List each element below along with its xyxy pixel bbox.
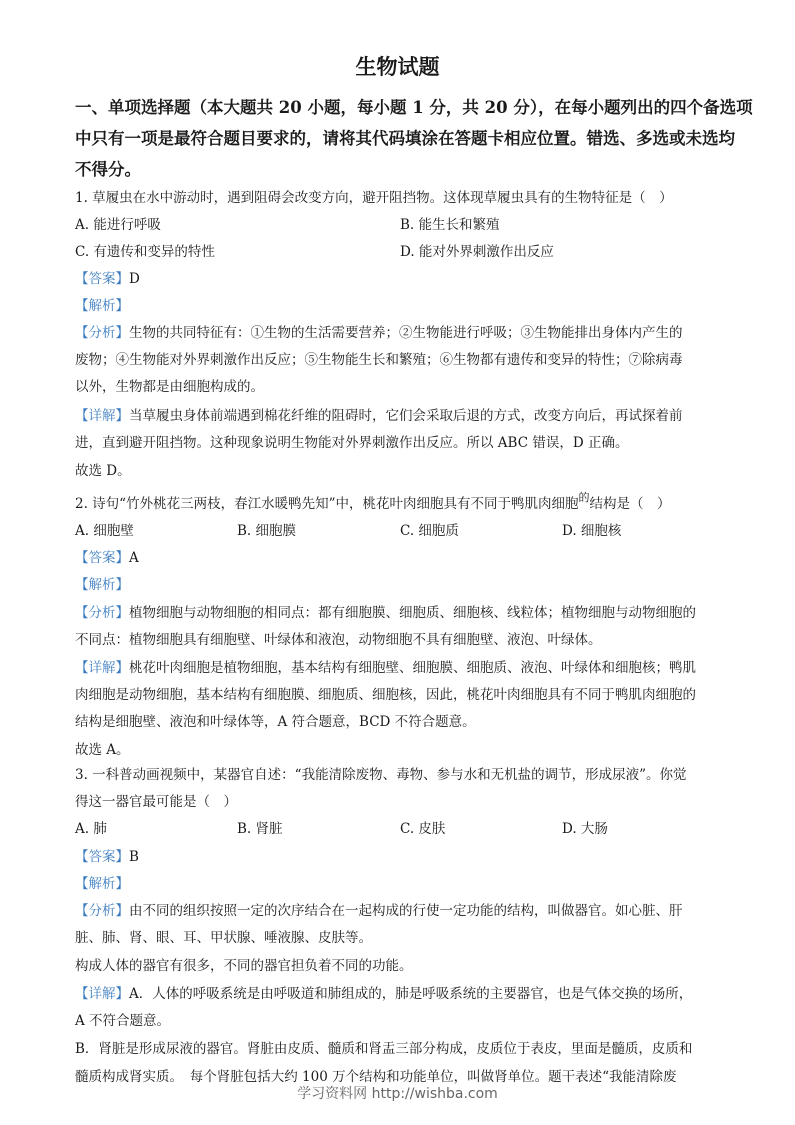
q1-jiexi-tag: 【解析】 (75, 298, 129, 314)
section-instructions-line-3: 不得分。 (75, 160, 141, 179)
q2-option-b: B. 细胞膜 (237, 523, 297, 539)
xiangjie-tag: 【详解】 (75, 660, 129, 676)
xiangjie-tag: 【详解】 (75, 408, 129, 424)
q1-answer-value: D (129, 271, 140, 287)
q3-xiangjie-line-3: B．肾脏是形成尿液的器官。肾脏由皮质、髓质和肾盂三部分构成，皮质位于表皮，里面是髓质，皮质和 (75, 1041, 693, 1057)
q2-stem (75, 491, 725, 518)
xiangjie-tag: 【详解】 (75, 986, 129, 1002)
q1-option-d: D. 能对外界刺激作出反应 (400, 244, 554, 260)
q3-option-a: A. 肺 (75, 821, 107, 837)
q3-answer-value: B (129, 849, 139, 865)
q3-fenxi-line-3: 构成人体的器官有很多，不同的器官担负着不同的功能。 (75, 958, 413, 974)
q2-conclusion: 故选 A。 (75, 742, 130, 758)
section-instructions-line-2: 中只有一项是最符合题目要求的，请将其代码填涂在答题卡相应位置。错选、多选或未选均 (75, 129, 735, 148)
q1-fenxi-line-2: 废物；④生物能对外界刺激作出反应；⑤生物能生长和繁殖；⑥生物都有遗传和变异的特性；⑦除病毒 (75, 352, 683, 368)
q1-xiangjie-line-1 (75, 403, 725, 429)
q2-answer-value: A (129, 550, 139, 566)
page-title: 生物试题 (355, 54, 440, 79)
q3-option-d: D. 大肠 (562, 821, 608, 837)
q3-option-c: C. 皮肤 (400, 821, 446, 837)
q3-xiangjie-line-2: A 不符合题意。 (75, 1013, 171, 1029)
q1-fenxi-text-1: 生物的共同特征有：①生物的生活需要营养；②生物能进行呼吸；③生物能排出身体内产生的 (129, 325, 683, 341)
q1-option-c: C. 有遗传和变异的特性 (75, 244, 215, 260)
q1-xiangjie-line-2: 进，直到避开阻挡物。这种现象说明生物能对外界刺激作出反应。所以 ABC 错误，D 正确。 (75, 435, 629, 451)
fenxi-tag: 【分析】 (75, 605, 129, 621)
q2-xiangjie-text-1: 桃花叶肉细胞是植物细胞，基本结构有细胞壁、细胞膜、细胞质、液泡、叶绿体和细胞核；鸭肌 (129, 660, 696, 676)
watermark-footer: 学习资料网 http://wishba.com (297, 1086, 498, 1102)
q2-option-d: D. 细胞核 (562, 523, 622, 539)
fenxi-tag: 【分析】 (75, 325, 129, 341)
q3-stem-line-1: 3. 一科普动画视频中，某器官自述：“我能清除废物、毒物、参与水和无机盐的调节，形成尿液”。你觉 (75, 767, 687, 783)
q2-xiangjie-line-1 (75, 655, 725, 681)
q3-xiangjie-text-1: A．人体的呼吸系统是由呼吸道和肺组成的，肺是呼吸系统的主要器官，也是气体交换的场所， (129, 986, 693, 1002)
q3-stem-line-2: 得这一器官最可能是（ ） (75, 794, 237, 810)
q2-xiangjie-line-3: 结构是细胞壁、液泡和叶绿体等，A 符合题意，BCD 不符合题意。 (75, 714, 476, 730)
q2-stem-sup: 的 (578, 491, 590, 504)
q1-xiangjie-text-1: 当草履虫身体前端遇到棉花纤维的阻碍时，它们会采取后退的方式，改变方向后，再试探着前 (129, 408, 683, 424)
q1-option-b: B. 能生长和繁殖 (400, 217, 500, 233)
q2-fenxi-line-1 (75, 600, 725, 626)
answer-tag: 【答案】 (75, 550, 129, 566)
q3-xiangjie-line-1 (75, 981, 725, 1007)
q3-fenxi-line-1 (75, 898, 725, 924)
q1-conclusion: 故选 D。 (75, 463, 131, 479)
q2-option-a: A. 细胞壁 (75, 523, 134, 539)
q1-answer (75, 266, 725, 292)
q3-fenxi-line-2: 脏、肺、肾、眼、耳、甲状腺、唾液腺、皮肤等。 (75, 930, 372, 946)
q2-fenxi-line-2: 不同点：植物细胞具有细胞壁、叶绿体和液泡，动物细胞不具有细胞壁、液泡、叶绿体。 (75, 632, 602, 648)
q1-fenxi-line-1 (75, 320, 725, 346)
q1-option-a: A. 能进行呼吸 (75, 217, 161, 233)
q2-fenxi-text-1: 植物细胞与动物细胞的相同点：都有细胞膜、细胞质、细胞核、线粒体；植物细胞与动物细胞的 (129, 605, 696, 621)
q2-xiangjie-line-2: 肉细胞是动物细胞，基本结构有细胞膜、细胞质、细胞核，因此，桃花叶肉细胞具有不同于鸭肌肉细胞的 (75, 687, 696, 703)
q2-stem-text-a: 2. 诗句“竹外桃花三两枝，春江水暖鸭先知”中，桃花叶肉细胞具有不同于鸭肌肉细胞 (75, 496, 579, 512)
q3-jiexi-tag: 【解析】 (75, 876, 129, 892)
q3-xiangjie-line-4: 髓质构成肾实质。 每个肾脏包括大约 100 万个结构和功能单位，叫做肾单位。题干表述“我能清除废 (75, 1069, 677, 1085)
q1-stem: 1. 草履虫在水中游动时，遇到阻碍会改变方向，避开阻挡物。这体现草履虫具有的生物特征是（ ） (75, 190, 673, 206)
answer-tag: 【答案】 (75, 271, 129, 287)
q2-jiexi-tag: 【解析】 (75, 577, 129, 593)
answer-tag: 【答案】 (75, 849, 129, 865)
q3-answer (75, 844, 725, 870)
q3-option-b: B. 肾脏 (237, 821, 283, 837)
q2-answer (75, 545, 725, 571)
q1-fenxi-line-3: 以外，生物都是由细胞构成的。 (75, 379, 264, 395)
section-instructions-line-1: 一、单项选择题（本大题共 20 小题，每小题 1 分，共 20 分），在每小题列出的四个备选项 (75, 98, 753, 117)
q2-stem-text-b: 结构是（ ） (589, 496, 671, 512)
q2-option-c: C. 细胞质 (400, 523, 459, 539)
fenxi-tag: 【分析】 (75, 903, 129, 919)
q3-fenxi-text-1: 由不同的组织按照一定的次序结合在一起构成的行使一定功能的结构，叫做器官。如心脏、肝 (129, 903, 683, 919)
